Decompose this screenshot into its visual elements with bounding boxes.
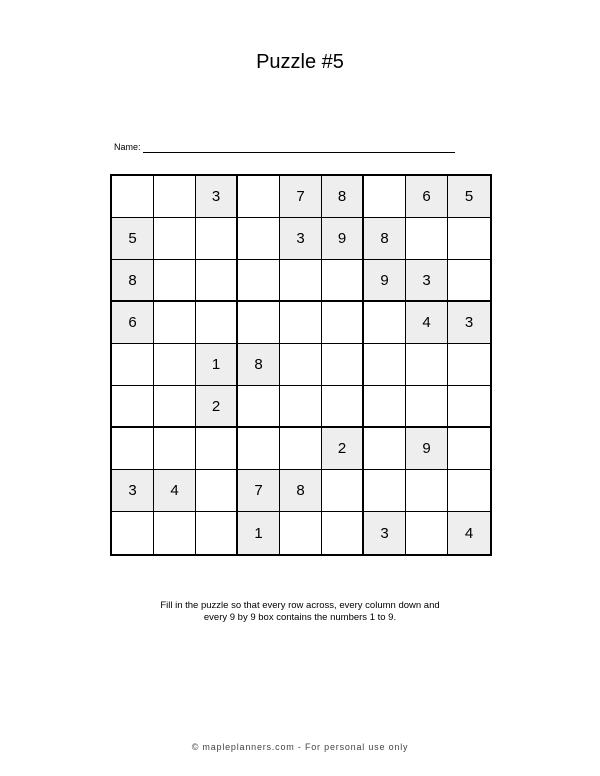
sudoku-empty-cell[interactable]	[406, 470, 448, 512]
sudoku-given-cell: 3	[112, 470, 154, 512]
sudoku-given-cell: 9	[364, 260, 406, 302]
sudoku-empty-cell[interactable]	[364, 302, 406, 344]
sudoku-empty-cell[interactable]	[112, 428, 154, 470]
sudoku-empty-cell[interactable]	[364, 176, 406, 218]
sudoku-given-cell: 1	[238, 512, 280, 554]
sudoku-given-cell: 7	[280, 176, 322, 218]
sudoku-empty-cell[interactable]	[364, 386, 406, 428]
sudoku-empty-cell[interactable]	[196, 428, 238, 470]
sudoku-given-cell: 4	[448, 512, 490, 554]
sudoku-given-cell: 6	[406, 176, 448, 218]
sudoku-given-cell: 2	[322, 428, 364, 470]
instructions-line-2: every 9 by 9 box contains the numbers 1 to 9.	[203, 612, 397, 623]
sudoku-empty-cell[interactable]	[238, 386, 280, 428]
sudoku-empty-cell[interactable]	[238, 218, 280, 260]
instructions-line-1: Fill in the puzzle so that every row across, every column down and	[160, 600, 440, 611]
puzzle-title: Puzzle #5	[256, 51, 344, 73]
sudoku-given-cell: 6	[112, 302, 154, 344]
instructions	[0, 600, 600, 624]
sudoku-given-cell: 9	[406, 428, 448, 470]
sudoku-empty-cell[interactable]	[154, 428, 196, 470]
name-write-line	[143, 143, 455, 153]
sudoku-empty-cell[interactable]	[112, 512, 154, 554]
sudoku-given-cell: 8	[280, 470, 322, 512]
sudoku-empty-cell[interactable]	[154, 386, 196, 428]
sudoku-given-cell: 4	[154, 470, 196, 512]
sudoku-empty-cell[interactable]	[238, 428, 280, 470]
sudoku-empty-cell[interactable]	[154, 302, 196, 344]
sudoku-empty-cell[interactable]	[154, 344, 196, 386]
sudoku-empty-cell[interactable]	[322, 386, 364, 428]
sudoku-empty-cell[interactable]	[196, 470, 238, 512]
sudoku-empty-cell[interactable]	[280, 428, 322, 470]
sudoku-empty-cell[interactable]	[280, 386, 322, 428]
sudoku-given-cell: 3	[364, 512, 406, 554]
sudoku-empty-cell[interactable]	[112, 386, 154, 428]
sudoku-empty-cell[interactable]	[196, 260, 238, 302]
sudoku-empty-cell[interactable]	[238, 260, 280, 302]
sudoku-empty-cell[interactable]	[364, 470, 406, 512]
sudoku-given-cell: 4	[406, 302, 448, 344]
sudoku-empty-cell[interactable]	[406, 512, 448, 554]
sudoku-given-cell: 3	[448, 302, 490, 344]
sudoku-given-cell: 3	[280, 218, 322, 260]
name-label: Name:	[114, 142, 141, 152]
sudoku-empty-cell[interactable]	[322, 512, 364, 554]
footer-copyright: © mapleplanners.com - For personal use only	[191, 742, 409, 752]
sudoku-given-cell: 1	[196, 344, 238, 386]
sudoku-empty-cell[interactable]	[196, 302, 238, 344]
sudoku-empty-cell[interactable]	[280, 512, 322, 554]
sudoku-grid	[110, 174, 492, 556]
sudoku-empty-cell[interactable]	[448, 428, 490, 470]
sudoku-given-cell: 7	[238, 470, 280, 512]
sudoku-empty-cell[interactable]	[196, 218, 238, 260]
sudoku-empty-cell[interactable]	[238, 176, 280, 218]
sudoku-given-cell: 8	[112, 260, 154, 302]
sudoku-empty-cell[interactable]	[448, 218, 490, 260]
sudoku-empty-cell[interactable]	[448, 344, 490, 386]
sudoku-empty-cell[interactable]	[280, 344, 322, 386]
sudoku-empty-cell[interactable]	[406, 344, 448, 386]
sudoku-empty-cell[interactable]	[154, 176, 196, 218]
sudoku-empty-cell[interactable]	[112, 176, 154, 218]
sudoku-empty-cell[interactable]	[364, 344, 406, 386]
sudoku-empty-cell[interactable]	[322, 470, 364, 512]
sudoku-empty-cell[interactable]	[448, 260, 490, 302]
sudoku-empty-cell[interactable]	[154, 218, 196, 260]
sudoku-empty-cell[interactable]	[448, 386, 490, 428]
sudoku-empty-cell[interactable]	[238, 302, 280, 344]
sudoku-empty-cell[interactable]	[196, 512, 238, 554]
sudoku-given-cell: 8	[364, 218, 406, 260]
sudoku-given-cell: 3	[196, 176, 238, 218]
sudoku-empty-cell[interactable]	[406, 218, 448, 260]
sudoku-empty-cell[interactable]	[364, 428, 406, 470]
sudoku-empty-cell[interactable]	[280, 302, 322, 344]
sudoku-empty-cell[interactable]	[322, 302, 364, 344]
sudoku-empty-cell[interactable]	[154, 512, 196, 554]
sudoku-empty-cell[interactable]	[448, 470, 490, 512]
sudoku-given-cell: 9	[322, 218, 364, 260]
sudoku-given-cell: 8	[322, 176, 364, 218]
sudoku-empty-cell[interactable]	[406, 386, 448, 428]
sudoku-given-cell: 3	[406, 260, 448, 302]
sudoku-empty-cell[interactable]	[322, 344, 364, 386]
sudoku-given-cell: 5	[112, 218, 154, 260]
sudoku-given-cell: 5	[448, 176, 490, 218]
sudoku-empty-cell[interactable]	[280, 260, 322, 302]
sudoku-given-cell: 2	[196, 386, 238, 428]
sudoku-empty-cell[interactable]	[112, 344, 154, 386]
sudoku-given-cell: 8	[238, 344, 280, 386]
sudoku-empty-cell[interactable]	[322, 260, 364, 302]
sudoku-empty-cell[interactable]	[154, 260, 196, 302]
name-field-row	[114, 141, 455, 153]
